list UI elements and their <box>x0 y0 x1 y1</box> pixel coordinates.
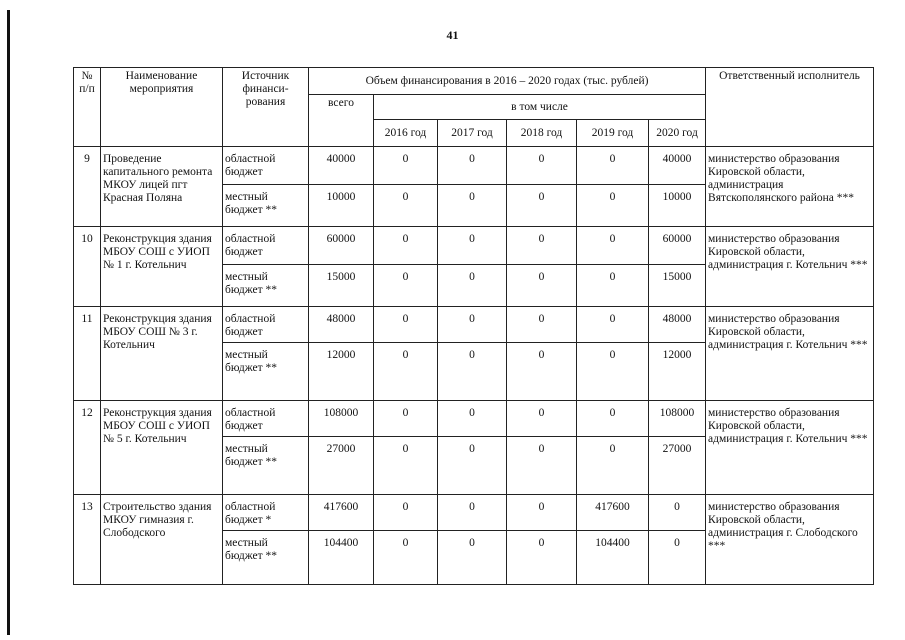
year-2016-value: 0 <box>374 531 438 585</box>
funding-source: местный бюджет ** <box>223 265 309 307</box>
year-2020-value: 48000 <box>649 307 706 343</box>
year-2017-value: 0 <box>438 265 507 307</box>
year-2018-value: 0 <box>507 185 577 227</box>
year-2020-value: 27000 <box>649 437 706 495</box>
funding-source: областной бюджет <box>223 401 309 437</box>
total-value: 108000 <box>309 401 374 437</box>
year-2020-value: 60000 <box>649 227 706 265</box>
year-2020-value: 0 <box>649 495 706 531</box>
year-2018-value: 0 <box>507 265 577 307</box>
row-number: 9 <box>74 147 101 227</box>
table-row <box>74 227 874 265</box>
header-row-1 <box>74 68 874 95</box>
funding-source: местный бюджет ** <box>223 343 309 401</box>
row-number: 12 <box>74 401 101 495</box>
year-2016-value: 0 <box>374 265 438 307</box>
year-2019-value: 0 <box>577 265 649 307</box>
measure-name: Проведение капитального ремонта МКОУ лицей пгт Красная Поляна <box>101 147 223 227</box>
year-2019-value: 104400 <box>577 531 649 585</box>
binding-margin-line <box>7 10 10 635</box>
total-value: 10000 <box>309 185 374 227</box>
year-2020-value: 108000 <box>649 401 706 437</box>
total-value: 27000 <box>309 437 374 495</box>
total-value: 48000 <box>309 307 374 343</box>
year-2020-value: 0 <box>649 531 706 585</box>
total-value: 15000 <box>309 265 374 307</box>
responsible-executor: министерство образования Кировской области, администрация Вятскополянского района *** <box>706 147 874 227</box>
header-total: всего <box>309 95 374 147</box>
year-2016-value: 0 <box>374 401 438 437</box>
year-2018-value: 0 <box>507 437 577 495</box>
year-2019-value: 0 <box>577 437 649 495</box>
year-2017-value: 0 <box>438 437 507 495</box>
header-no: № п/п <box>74 68 101 147</box>
year-2019-value: 0 <box>577 307 649 343</box>
page-number: 41 <box>446 28 459 42</box>
total-value: 104400 <box>309 531 374 585</box>
table-row <box>74 147 874 185</box>
year-2018-value: 0 <box>507 227 577 265</box>
year-2016-value: 0 <box>374 343 438 401</box>
funding-source: областной бюджет <box>223 147 309 185</box>
year-2016-value: 0 <box>374 495 438 531</box>
year-2019-value: 0 <box>577 401 649 437</box>
responsible-executor: министерство образования Кировской области, администрация г. Слободского *** <box>706 495 874 585</box>
funding-source: областной бюджет * <box>223 495 309 531</box>
header-name: Наименование мероприятия <box>101 68 223 147</box>
year-2017-value: 0 <box>438 495 507 531</box>
year-2017-value: 0 <box>438 343 507 401</box>
year-2017-value: 0 <box>438 531 507 585</box>
total-value: 417600 <box>309 495 374 531</box>
year-2017-value: 0 <box>438 147 507 185</box>
measure-name: Реконструкция здания МБОУ СОШ № 3 г. Котельнич <box>101 307 223 401</box>
year-2016-value: 0 <box>374 307 438 343</box>
header-year-2020: 2020 год <box>649 120 706 147</box>
year-2018-value: 0 <box>507 307 577 343</box>
year-2019-value: 0 <box>577 185 649 227</box>
measure-name: Строительство здания МКОУ гимназия г. Слободского <box>101 495 223 585</box>
table-row <box>74 401 874 437</box>
year-2017-value: 0 <box>438 227 507 265</box>
year-2018-value: 0 <box>507 495 577 531</box>
financing-table <box>73 67 874 585</box>
total-value: 40000 <box>309 147 374 185</box>
responsible-executor: министерство образования Кировской области, администрация г. Котельнич *** <box>706 307 874 401</box>
header-year-2018: 2018 год <box>507 120 577 147</box>
header-financing: Объем финансирования в 2016 – 2020 годах (тыс. рублей) <box>309 68 706 95</box>
header-year-2017: 2017 год <box>438 120 507 147</box>
table-row <box>74 495 874 531</box>
total-value: 12000 <box>309 343 374 401</box>
total-value: 60000 <box>309 227 374 265</box>
responsible-executor: министерство образования Кировской области, администрация г. Котельнич *** <box>706 401 874 495</box>
funding-source: местный бюджет ** <box>223 531 309 585</box>
year-2019-value: 0 <box>577 343 649 401</box>
year-2017-value: 0 <box>438 185 507 227</box>
year-2016-value: 0 <box>374 227 438 265</box>
header-source: Источник финанси-рования <box>223 68 309 147</box>
year-2018-value: 0 <box>507 531 577 585</box>
year-2018-value: 0 <box>507 147 577 185</box>
year-2018-value: 0 <box>507 343 577 401</box>
year-2020-value: 12000 <box>649 343 706 401</box>
funding-source: областной бюджет <box>223 227 309 265</box>
year-2019-value: 0 <box>577 147 649 185</box>
year-2019-value: 0 <box>577 227 649 265</box>
year-2020-value: 15000 <box>649 265 706 307</box>
funding-source: местный бюджет ** <box>223 437 309 495</box>
year-2016-value: 0 <box>374 147 438 185</box>
measure-name: Реконструкция здания МБОУ СОШ с УИОП № 1 г. Котельнич <box>101 227 223 307</box>
year-2019-value: 417600 <box>577 495 649 531</box>
header-including: в том числе <box>374 95 706 120</box>
header-year-2019: 2019 год <box>577 120 649 147</box>
header-year-2016: 2016 год <box>374 120 438 147</box>
year-2016-value: 0 <box>374 437 438 495</box>
header-responsible: Ответственный исполнитель <box>706 68 874 147</box>
row-number: 11 <box>74 307 101 401</box>
row-number: 10 <box>74 227 101 307</box>
responsible-executor: министерство образования Кировской области, администрация г. Котельнич *** <box>706 227 874 307</box>
year-2016-value: 0 <box>374 185 438 227</box>
year-2020-value: 10000 <box>649 185 706 227</box>
table-row <box>74 307 874 343</box>
row-number: 13 <box>74 495 101 585</box>
year-2017-value: 0 <box>438 401 507 437</box>
year-2018-value: 0 <box>507 401 577 437</box>
funding-source: областной бюджет <box>223 307 309 343</box>
year-2020-value: 40000 <box>649 147 706 185</box>
year-2017-value: 0 <box>438 307 507 343</box>
funding-source: местный бюджет ** <box>223 185 309 227</box>
measure-name: Реконструкция здания МБОУ СОШ с УИОП № 5 г. Котельнич <box>101 401 223 495</box>
